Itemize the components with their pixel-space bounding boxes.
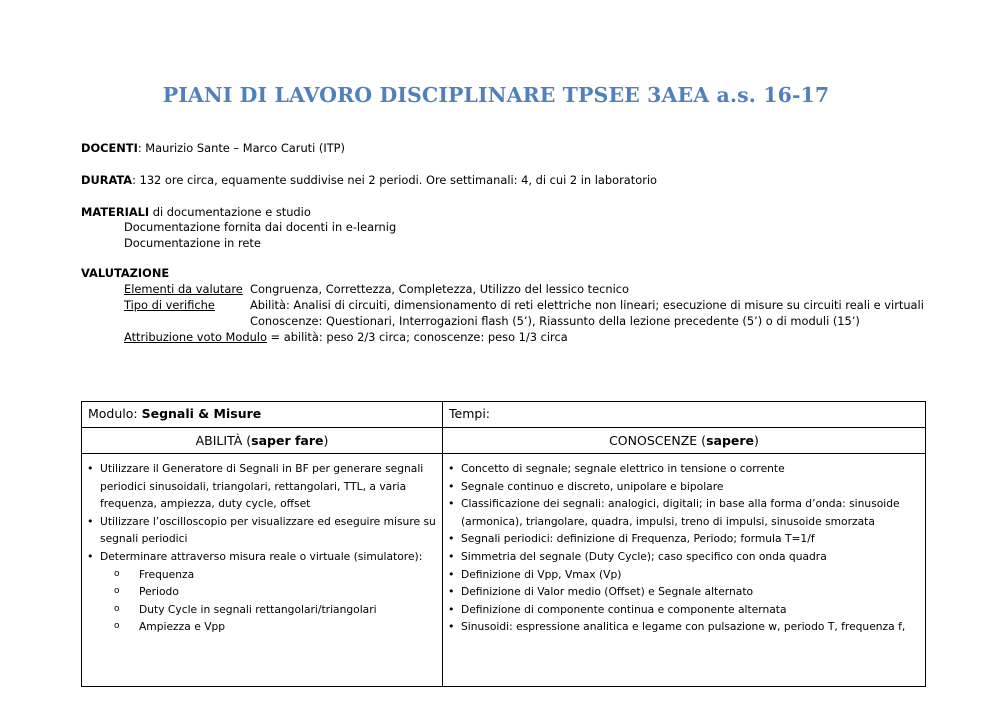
tempi-label: Tempi: bbox=[449, 406, 490, 421]
document-title: PIANI DI LAVORO DISCIPLINARE TPSEE 3AEA a.s. 16-17 bbox=[162, 83, 830, 107]
materiali-item: Documentazione in rete bbox=[124, 236, 261, 250]
conoscenze-cell bbox=[443, 454, 926, 687]
materiali-label: MATERIALI bbox=[81, 205, 150, 219]
list-item: • Utilizzare il Generatore di Segnali in BF per generare segnali periodici sinusoidali, triangolari, rettangolari, TTL, a varia frequenza, ampiezza, duty cycle, offset bbox=[100, 460, 438, 513]
elementi-label: Elementi da valutare bbox=[124, 282, 243, 296]
docenti-text: : Maurizio Sante – Marco Caruti (ITP) bbox=[137, 141, 345, 155]
list-item: • Utilizzare l’oscilloscopio per visualizzare ed eseguire misure su segnali periodici bbox=[100, 513, 438, 548]
sub-list-item: o Duty Cycle in segnali rettangolari/triangolari bbox=[139, 601, 442, 619]
durata-text: : 132 ore circa, equamente suddivise nei 2 periodi. Ore settimanali: 4, di cui 2 in laboratorio bbox=[132, 173, 658, 187]
attribuzione-text: = abilità: peso 2/3 circa; conoscenze: peso 1/3 circa bbox=[266, 330, 568, 344]
tipo-label: Tipo di verifiche bbox=[124, 298, 215, 312]
valutazione-label: VALUTAZIONE bbox=[81, 266, 170, 280]
tempi-cell bbox=[443, 402, 926, 428]
materiali-line bbox=[81, 205, 311, 219]
sub-list-item: o Ampiezza e Vpp bbox=[139, 618, 442, 636]
list-item: • Determinare attraverso misura reale o virtuale (simulatore): bbox=[100, 548, 438, 566]
docenti-line bbox=[81, 141, 345, 155]
list-item: • Concetto di segnale; segnale elettrico in tensione o corrente bbox=[461, 460, 921, 478]
module-name: Segnali & Misure bbox=[141, 406, 262, 421]
list-item: • Definizione di Vpp, Vmax (Vp) bbox=[461, 566, 921, 584]
sub-list-item: o Frequenza bbox=[139, 566, 442, 584]
list-item: • Definizione di componente continua e componente alternata bbox=[461, 601, 921, 619]
list-item: • Sinusoidi: espressione analitica e legame con pulsazione w, periodo T, frequenza f, bbox=[461, 618, 921, 636]
conoscenze-list bbox=[443, 454, 925, 636]
list-item: • Segnali periodici: definizione di Frequenza, Periodo; formula T=1/f bbox=[461, 530, 921, 548]
module-label: Modulo: bbox=[88, 406, 142, 421]
conoscenze-tail: ) bbox=[754, 433, 759, 448]
list-item: • Simmetria del segnale (Duty Cycle); caso specifico con onda quadra bbox=[461, 548, 921, 566]
module-table bbox=[81, 401, 926, 687]
abilita-head: ABILITÀ ( bbox=[195, 433, 252, 448]
docenti-label: DOCENTI bbox=[81, 141, 138, 155]
elementi-text: Congruenza, Correttezza, Completezza, Utilizzo del lessico tecnico bbox=[250, 282, 630, 296]
tipo-text-conoscenze: Conoscenze: Questionari, Interrogazioni flash (5’), Riassunto della lezione precedente (5’) o di moduli (15’) bbox=[250, 314, 860, 328]
abilita-sublist bbox=[82, 566, 442, 636]
list-item: • Classificazione dei segnali: analogici, digitali; in base alla forma d’onda: sinusoide (armonica), triangolare, quadra, impulsi, treno di impulsi, sinusoide smorzata bbox=[461, 495, 921, 530]
attribuzione-label: Attribuzione voto Modulo bbox=[124, 330, 267, 344]
abilita-tail: ) bbox=[323, 433, 329, 448]
durata-label: DURATA bbox=[81, 173, 133, 187]
conoscenze-head: CONOSCENZE ( bbox=[609, 433, 707, 448]
durata-line bbox=[81, 173, 657, 187]
abilita-list bbox=[82, 454, 442, 566]
abilita-cell bbox=[82, 454, 443, 687]
conoscenze-bold: sapere bbox=[706, 433, 755, 448]
materiali-item: Documentazione fornita dai docenti in e-learnig bbox=[124, 220, 397, 234]
attribuzione-line bbox=[124, 330, 568, 344]
conoscenze-header bbox=[443, 428, 926, 454]
abilita-bold: saper fare bbox=[251, 433, 324, 448]
module-name-cell bbox=[82, 402, 443, 428]
abilita-header bbox=[82, 428, 443, 454]
list-item: • Segnale continuo e discreto, unipolare e bipolare bbox=[461, 478, 921, 496]
sub-list-item: o Periodo bbox=[139, 583, 442, 601]
tipo-text-abilita: Abilità: Analisi di circuiti, dimensionamento di reti elettriche non lineari; esecuzione di misure su circuiti reali e virtuali bbox=[250, 298, 924, 312]
list-item: • Definizione di Valor medio (Offset) e Segnale alternato bbox=[461, 583, 921, 601]
materiali-text: di documentazione e studio bbox=[149, 205, 311, 219]
